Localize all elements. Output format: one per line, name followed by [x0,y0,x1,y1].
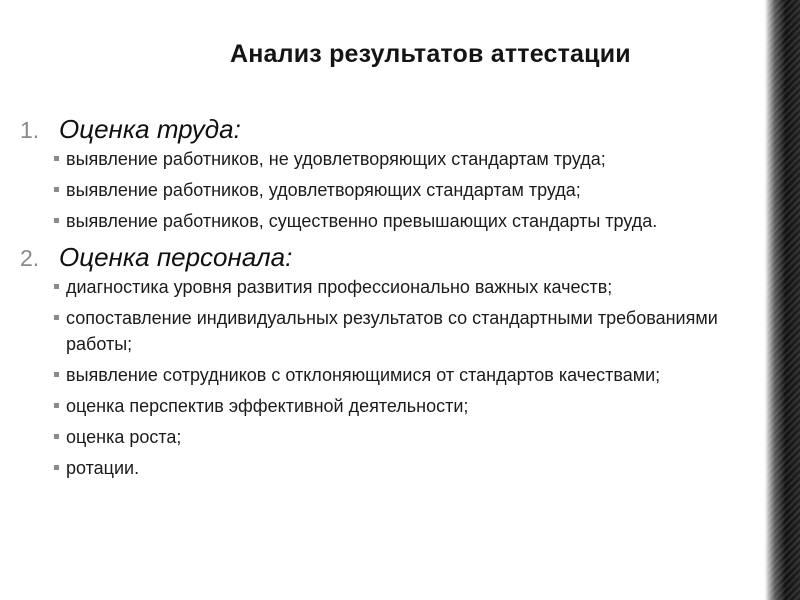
list-item-text: выявление работников, не удовлетворяющих стандартам труда; [66,149,606,169]
section-heading-labor [14,112,744,146]
list-item-text: ротации. [66,458,140,478]
list-item [14,208,744,234]
list-item [14,274,744,300]
section-title: Оценка труда: [59,114,241,144]
list-item-text: выявление работников, удовлетворяющих стандартам труда; [66,180,581,200]
decorative-side-strip [764,0,800,600]
square-bullet-icon [54,218,59,223]
list-item-text: оценка роста; [66,427,182,447]
list-item [14,146,744,172]
square-bullet-icon [54,434,59,439]
list-item [14,177,744,203]
list-item-text: выявление работников, существенно превышающих стандарты труда. [66,211,658,231]
list-item-text: выявление сотрудников с отклоняющимися от стандартов качествами; [66,365,661,385]
bullet-list-personnel [14,274,744,481]
square-bullet-icon [54,315,59,320]
list-item [14,305,744,357]
list-item-text: диагностика уровня развития профессионально важных качеств; [66,277,613,297]
section-title: Оценка персонала: [59,242,293,272]
square-bullet-icon [54,372,59,377]
list-item [14,424,744,450]
section-heading-personnel [14,240,744,274]
list-item [14,455,744,481]
list-item [14,393,744,419]
square-bullet-icon [54,465,59,470]
bullet-list-labor [14,146,744,234]
square-bullet-icon [54,187,59,192]
section-number: 1. [20,117,40,143]
slide-title: Анализ результатов аттестации [230,40,631,68]
section-number: 2. [20,245,40,271]
list-item-text: сопоставление индивидуальных результатов со стандартными требованиями работы; [66,308,718,354]
square-bullet-icon [54,403,59,408]
list-item-text: оценка перспектив эффективной деятельности; [66,396,469,416]
list-item [14,362,744,388]
slide-content [14,112,744,486]
square-bullet-icon [54,284,59,289]
square-bullet-icon [54,156,59,161]
